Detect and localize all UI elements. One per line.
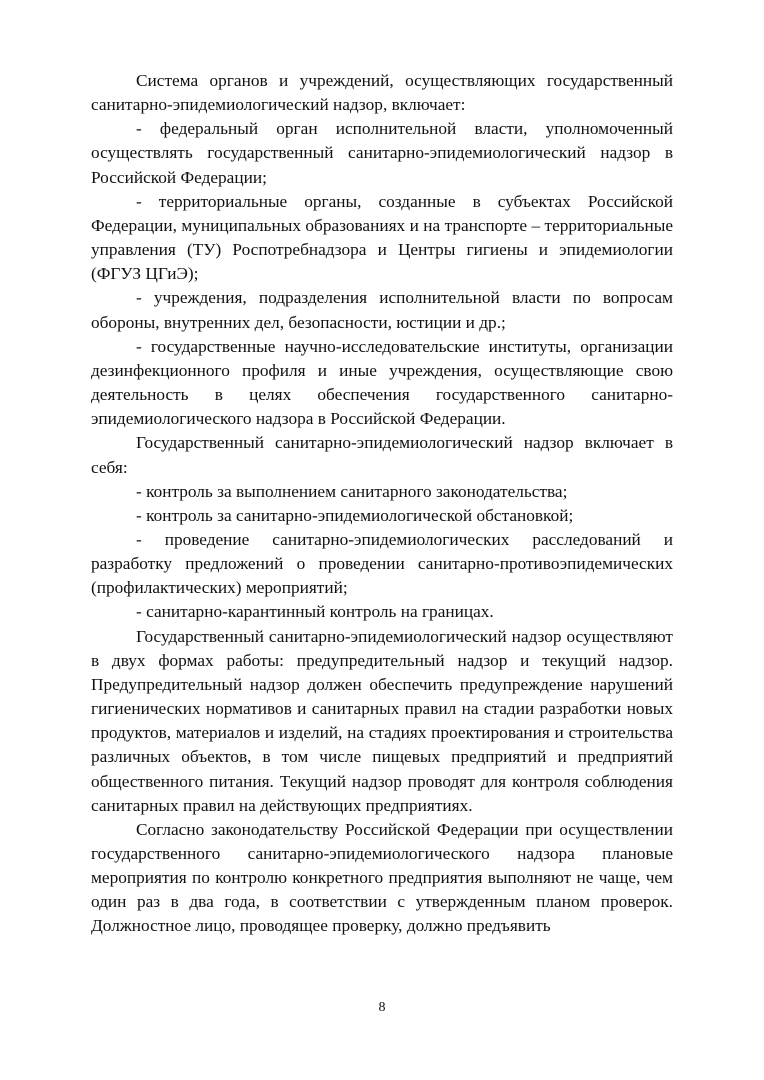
paragraph: Государственный санитарно-эпидемиологический надзор осуществляют в двух формах работы: предупредительный надзор и текущий надзор. Предупредительный надзор должен обеспечить предупреждение нарушений гигиенических нормативов и санитарных правил на стадии разработки новых продуктов, материалов и изделий, на стадиях проектирования и строительства различных объектов, в том числе пищевых предприятий и предприятий общественного питания. Текущий надзор проводят для контроля соблюдения санитарных правил на действующих предприятиях. (91, 626, 673, 815)
list-item: - санитарно-карантинный контроль на границах. (136, 602, 494, 622)
list-item: - проведение санитарно-эпидемиологических расследований и разработку предложений о проведении санитарно-противоэпидемических (профилактических) мероприятий; (91, 529, 673, 598)
paragraph: Государственный санитарно-эпидемиологический надзор включает в себя: (91, 433, 673, 477)
list-item: - контроль за выполнением санитарного законодательства; (136, 481, 568, 501)
list-item: - учреждения, подразделения исполнительной власти по вопросам обороны, внутренних дел, безопасности, юстиции и др.; (91, 288, 673, 332)
document-body (91, 69, 673, 939)
paragraph: Система органов и учреждений, осуществляющих государственный санитарно-эпидемиологический надзор, включает: (91, 71, 673, 115)
paragraph: Согласно законодательству Российской Федерации при осуществлении государственного санитарно-эпидемиологического надзора плановые мероприятия по контролю конкретного предприятия выполняют не чаще, чем один раз в два года, в соответствии с утвержденным планом проверок. Должностное лицо, проводящее проверку, должно предъявить (91, 819, 673, 936)
list-item: - контроль за санитарно-эпидемиологической обстановкой; (136, 505, 574, 525)
list-item: - государственные научно-исследовательские институты, организации дезинфекционного профиля и иные учреждения, осуществляющие свою деятельность в целях обеспечения государственного санитарно-эпидемиологического надзора в Российской Федерации. (91, 336, 673, 429)
list-item: - федеральный орган исполнительной власти, уполномоченный осуществлять государственный санитарно-эпидемиологический надзор в Российской Федерации; (91, 119, 673, 187)
list-item: - территориальные органы, созданные в субъектах Российской Федерации, муниципальных образованиях и на транспорте – территориальные управления (ТУ) Роспотребнадзора и Центры гигиены и эпидемиологии (ФГУЗ ЦГиЭ); (91, 191, 673, 284)
page-number: 8 (378, 1000, 386, 1015)
